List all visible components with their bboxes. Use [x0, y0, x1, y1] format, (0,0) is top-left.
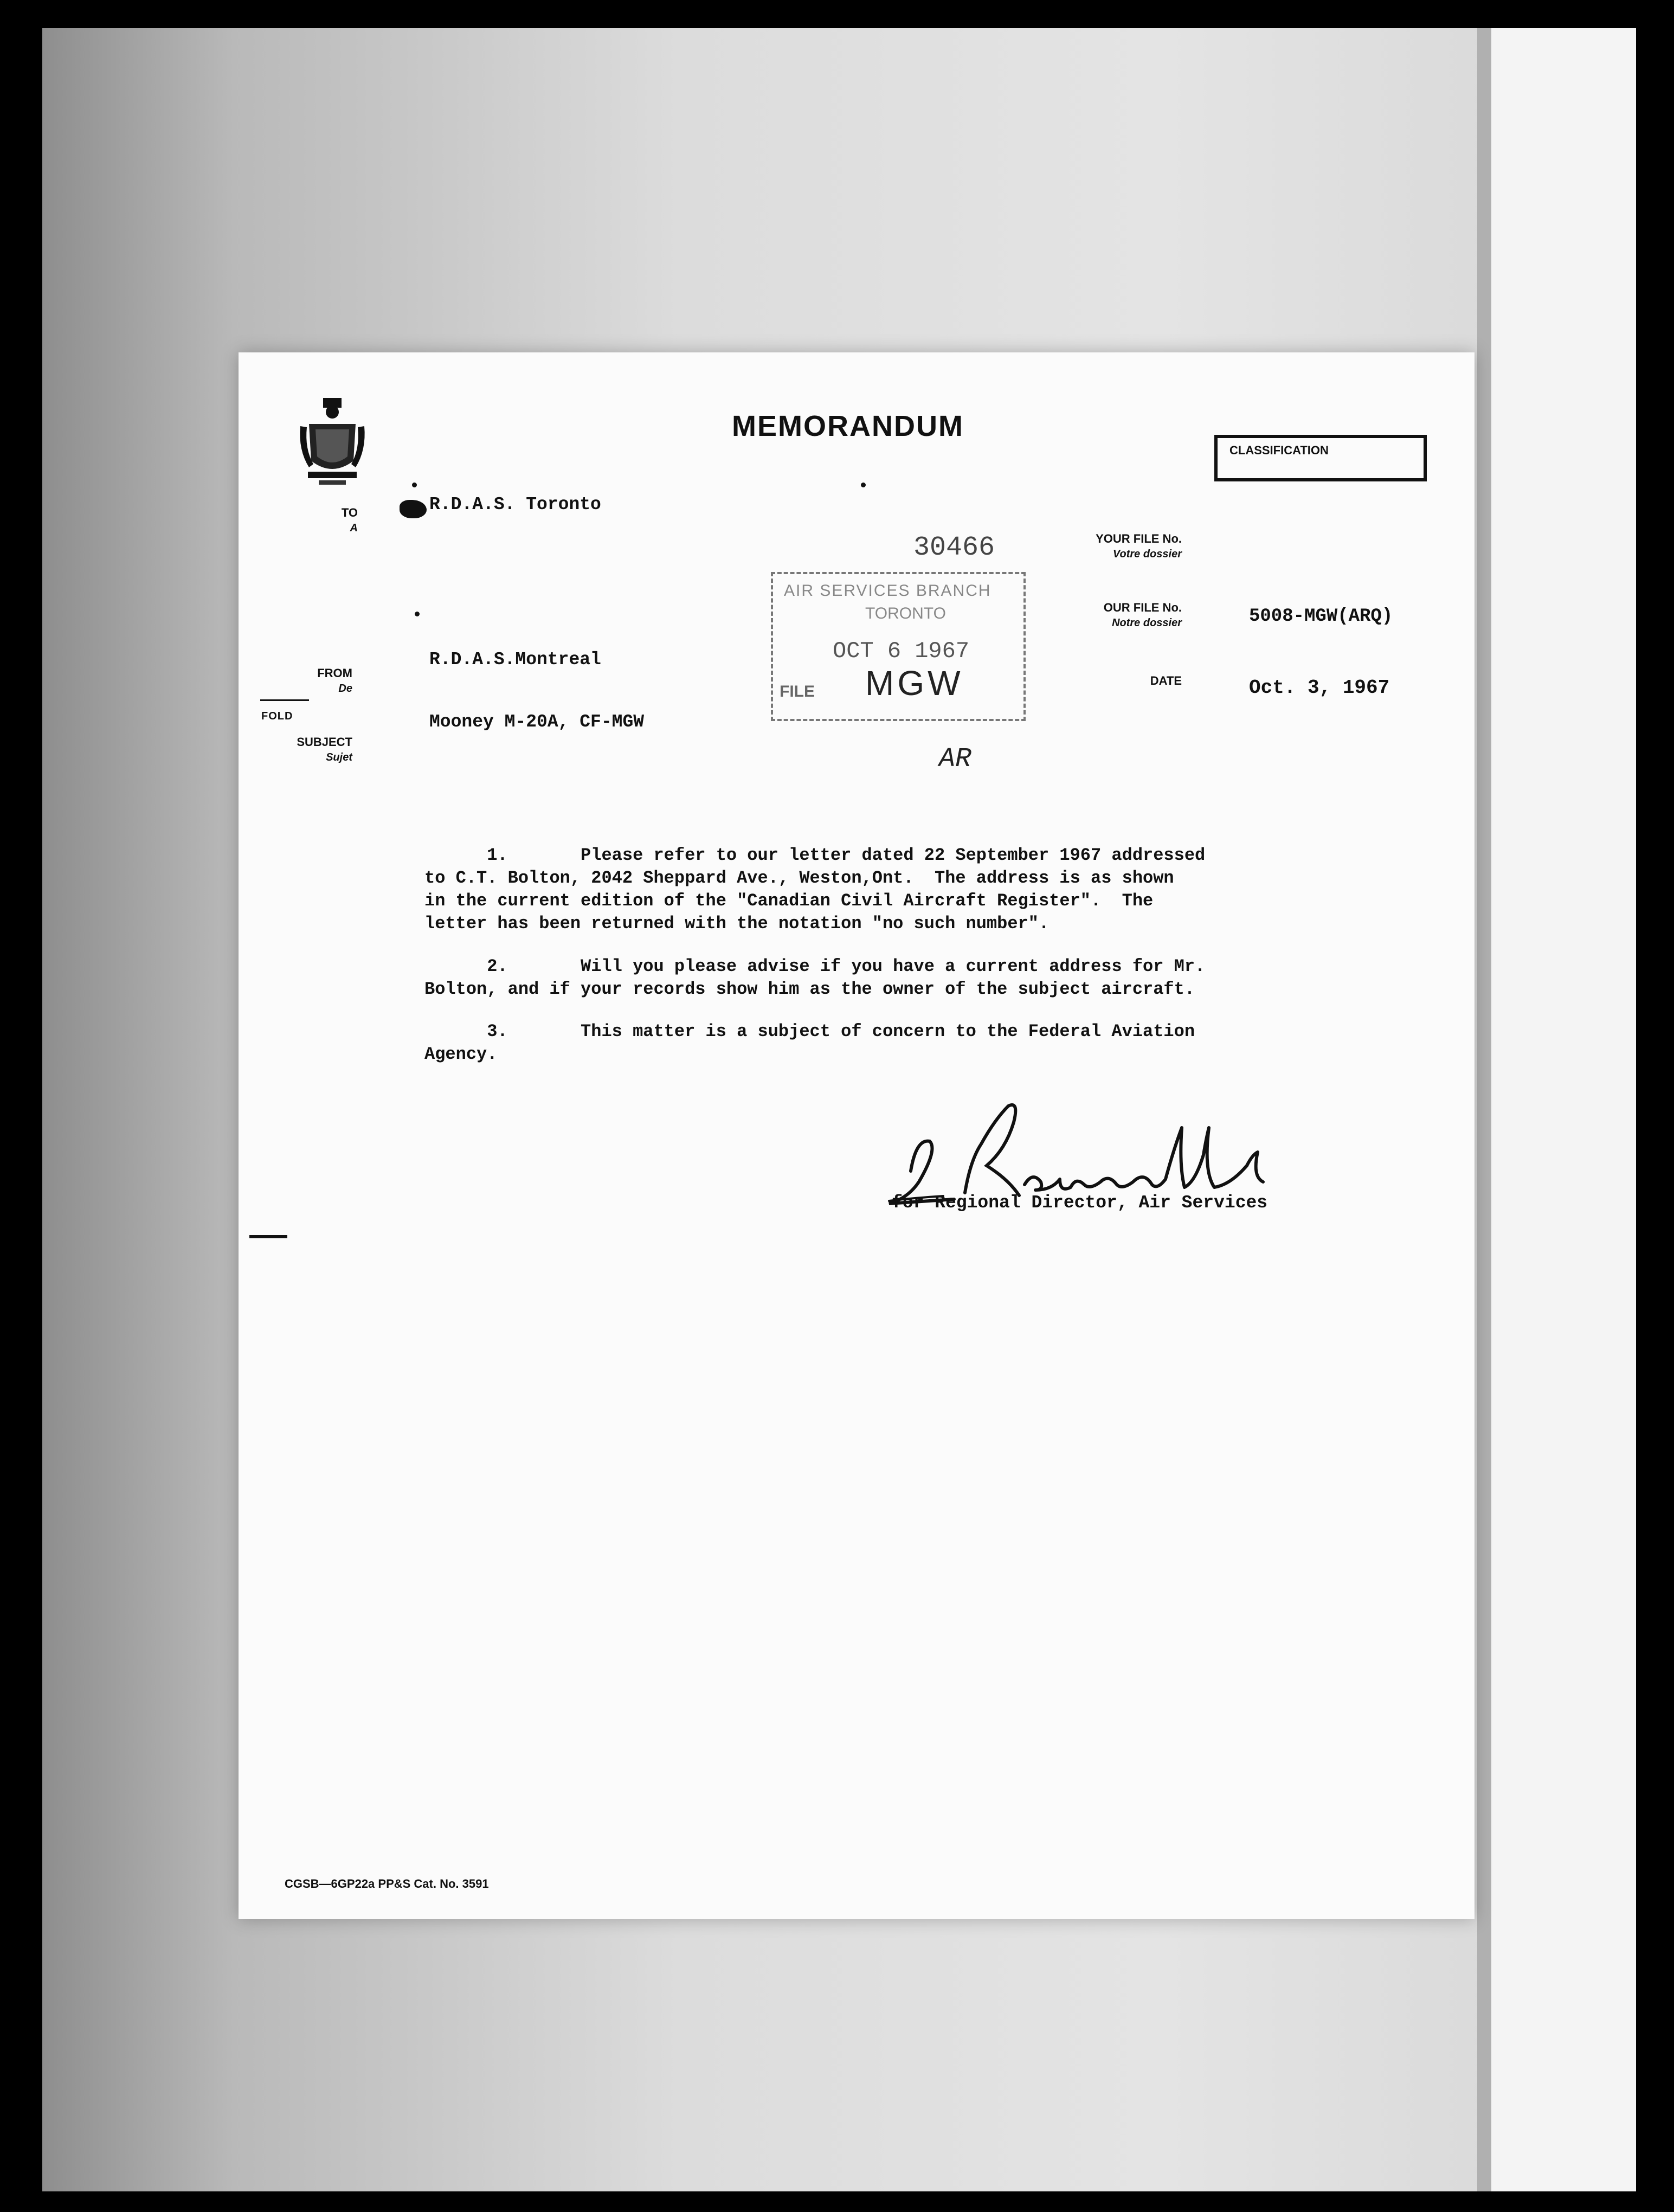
fold-label: FOLD	[261, 710, 293, 722]
stamp-city: TORONTO	[865, 605, 946, 622]
your-file-number: 30466	[913, 532, 995, 563]
date-label-en: DATE	[1150, 674, 1182, 687]
from-label-fr: De	[338, 683, 352, 695]
our-file-number: 5008-MGW(ARQ)	[1249, 606, 1393, 627]
backing-right-margin	[1491, 28, 1636, 2191]
paragraph-number: 3.	[487, 1021, 508, 1041]
ink-dot	[861, 483, 866, 487]
to-label-fr: A	[350, 522, 358, 534]
handwritten-initials: AR	[939, 744, 972, 775]
paragraph-line: Will you please advise if you have a current address for Mr.	[507, 956, 1206, 976]
stamp-date: OCT 6 1967	[833, 638, 970, 664]
paragraph-line: This matter is a subject of concern to the Federal Aviation	[507, 1021, 1195, 1041]
paragraph-number: 1.	[487, 845, 508, 865]
subject-label-en: SUBJECT	[297, 735, 352, 749]
subject-value: Mooney M-20A, CF-MGW	[429, 712, 645, 732]
our-file-label	[1073, 600, 1182, 631]
paragraph-line: letter has been returned with the notation "no such number".	[424, 914, 1050, 934]
ink-dot	[415, 612, 420, 616]
backing-fold-shadow	[1477, 28, 1491, 2191]
stamp-file-label: FILE	[780, 683, 815, 700]
your-file-label-fr: Votre dossier	[1112, 548, 1182, 560]
to-value: R.D.A.S. Toronto	[429, 494, 601, 515]
classification-label: CLASSIFICATION	[1229, 443, 1329, 457]
paragraph-line: Please refer to our letter dated 22 September 1967 addressed	[507, 845, 1206, 865]
paragraph-line: Agency.	[424, 1044, 498, 1064]
coat-of-arms-icon	[297, 396, 368, 488]
form-footer-code: CGSB—6GP22a PP&S Cat. No. 3591	[285, 1877, 489, 1891]
memorandum-sheet	[239, 352, 1475, 1919]
subject-label-fr: Sujet	[326, 751, 352, 763]
fold-mark-line	[260, 699, 309, 701]
paragraph-line: to C.T. Bolton, 2042 Sheppard Ave., Weston,Ont. The address is as shown	[424, 868, 1174, 888]
your-file-label-en: YOUR FILE No.	[1096, 532, 1182, 545]
classification-box	[1214, 435, 1427, 481]
stamp-file-value: MGW	[865, 664, 964, 703]
from-label	[293, 666, 352, 696]
paragraph-line: Bolton, and if your records show him as the owner of the subject aircraft.	[424, 979, 1195, 999]
to-label	[320, 505, 358, 536]
paragraph-line: in the current edition of the "Canadian Civil Aircraft Register". The	[424, 891, 1154, 911]
received-stamp	[771, 572, 1026, 721]
ink-blot	[400, 500, 427, 518]
paragraph-number: 2.	[487, 956, 508, 976]
to-label-en: TO	[341, 506, 358, 519]
our-file-label-fr: Notre dossier	[1112, 617, 1182, 629]
from-value: R.D.A.S.Montreal	[429, 650, 601, 670]
ink-dot	[412, 483, 417, 487]
your-file-label	[1073, 531, 1182, 562]
our-file-label-en: OUR FILE No.	[1103, 601, 1182, 614]
subject-label	[282, 735, 352, 765]
memo-title: MEMORANDUM	[732, 410, 964, 442]
stamp-branch: AIR SERVICES BRANCH	[784, 582, 991, 600]
from-label-en: FROM	[317, 666, 352, 680]
margin-dash	[249, 1235, 287, 1238]
date-value: Oct. 3, 1967	[1249, 677, 1390, 699]
date-label	[1073, 673, 1182, 689]
signature-block: for Regional Director, Air Services	[892, 1193, 1268, 1213]
